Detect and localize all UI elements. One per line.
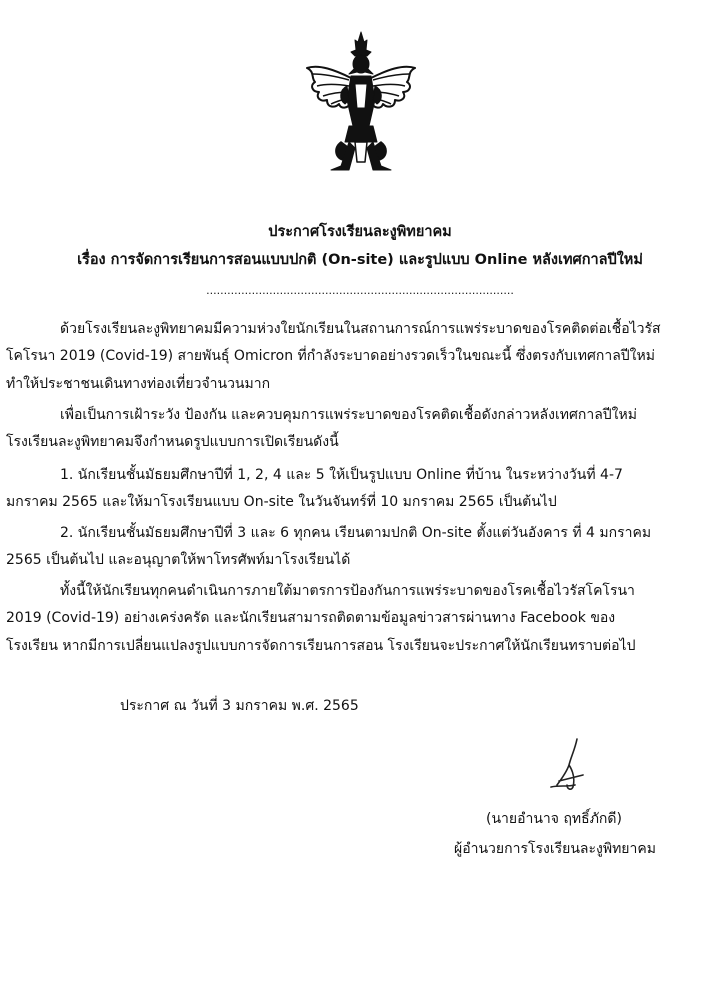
paragraph-line: ทำให้ประชาชนเดินทางท่องเที่ยวจำนวนมาก <box>6 375 271 392</box>
paragraph-line: โรงเรียน หากมีการเปลี่ยนแปลงรูปแบบการจัดการเรียนการสอน โรงเรียนจะประกาศให้นักเรียนทราบต่อไป <box>6 637 636 654</box>
list-item-2 <box>6 520 716 575</box>
paragraph-line: เพื่อเป็นการเฝ้าระวัง ป้องกัน และควบคุมการแพร่ระบาดของโรคติดเชื้อดังกล่าวหลังเทศกาลปีใหม่ <box>60 407 637 423</box>
announcement-date: ประกาศ ณ วันที่ 3 มกราคม พ.ศ. 2565 <box>120 698 359 714</box>
paragraph-intro <box>6 316 716 398</box>
paragraph-closing <box>6 578 716 660</box>
garuda-emblem-icon <box>305 30 417 180</box>
signer-name: (นายอำนาจ ฤทธิ์ภักดี) <box>486 811 622 827</box>
paragraph-line: 2. นักเรียนชั้นมัธยมศึกษาปีที่ 3 และ 6 ทุกคน เรียนตามปกติ On-site ตั้งแต่วันอังคาร ที่ 4 มกราคม <box>60 525 652 541</box>
signature-image <box>545 735 595 795</box>
paragraph-line: มกราคม 2565 และให้มาโรงเรียนแบบ On-site ในวันจันทร์ที่ 10 มกราคม 2565 เป็นต้นไป <box>6 494 557 511</box>
list-item-1 <box>6 462 716 517</box>
dotted-divider: ........................................................................................ <box>206 284 514 297</box>
signer-position: ผู้อำนวยการโรงเรียนละงูพิทยาคม <box>454 841 656 857</box>
announcement-subject: เรื่อง การจัดการเรียนการสอนแบบปกติ (On-site) และรูปแบบ Online หลังเทศกาลปีใหม่ <box>77 252 643 268</box>
paragraph-line: 2565 เป็นต้นไป และอนุญาตให้พาโทรศัพท์มาโรงเรียนได้ <box>6 552 351 569</box>
paragraph-purpose <box>6 402 716 457</box>
paragraph-line: ทั้งนี้ให้นักเรียนทุกคนดำเนินการภายใต้มาตรการป้องกันการแพร่ระบาดของโรคเชื้อไวรัสโคโรนา <box>60 583 635 599</box>
paragraph-line: 2019 (Covid-19) อย่างเคร่งครัด และนักเรียนสามารถติดตามข้อมูลข่าวสารผ่านทาง Facebook ของ <box>6 610 616 627</box>
announcement-title: ประกาศโรงเรียนละงูพิทยาคม <box>268 224 452 240</box>
paragraph-line: โรงเรียนละงูพิทยาคมจึงกำหนดรูปแบบการเปิดเรียนดังนี้ <box>6 434 339 451</box>
paragraph-line: ด้วยโรงเรียนละงูพิทยาคมมีความห่วงใยนักเรียนในสถานการณ์การแพร่ระบาดของโรคติดต่อเชื้อไวรัส <box>60 321 661 337</box>
paragraph-line: 1. นักเรียนชั้นมัธยมศึกษาปีที่ 1, 2, 4 และ 5 ให้เป็นรูปแบบ Online ที่บ้าน ในระหว่างวันที่ 4-7 <box>60 467 623 483</box>
paragraph-line: โคโรนา 2019 (Covid-19) สายพันธุ์ Omicron ที่กำลังระบาดอย่างรวดเร็วในขณะนี้ ซึ่งตรงกับเทศกาลปีใหม่ <box>6 348 655 365</box>
